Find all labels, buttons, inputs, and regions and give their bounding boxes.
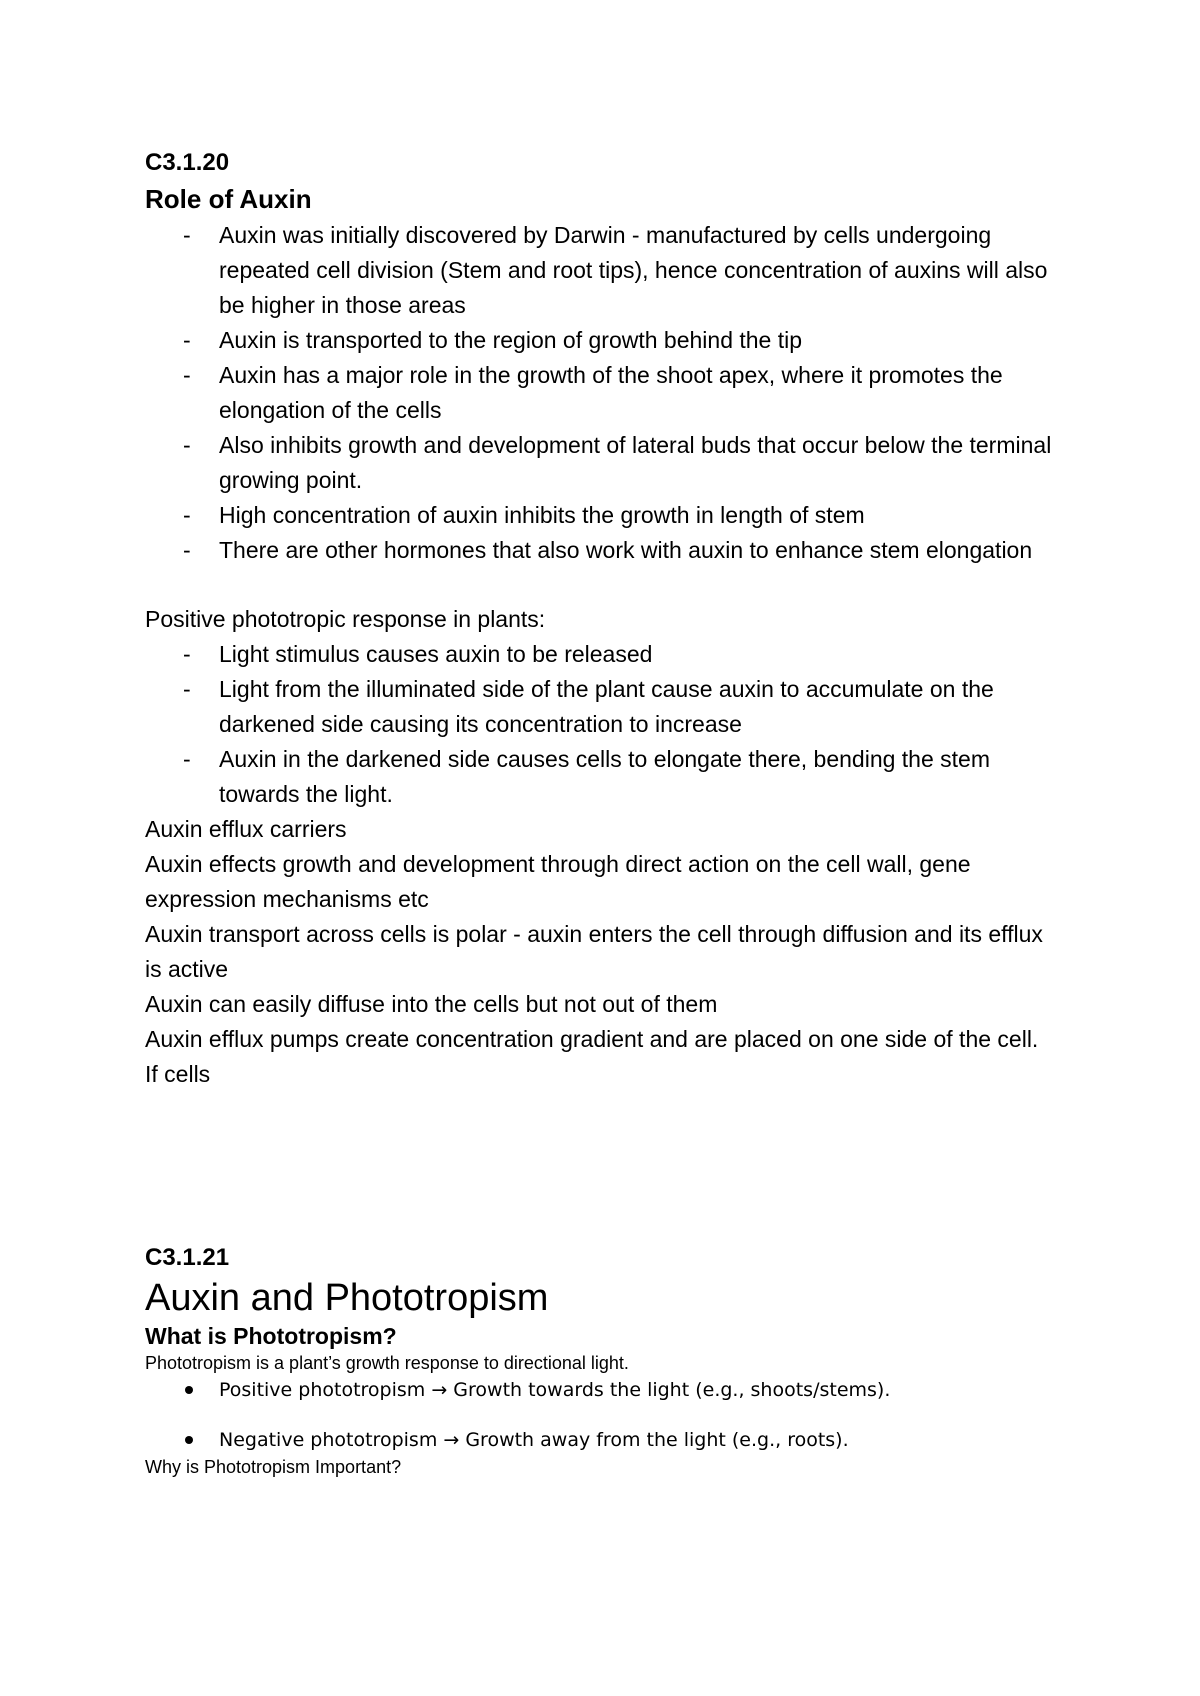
spacer — [145, 1092, 1065, 1240]
section-code-c3-1-20: C3.1.20 — [145, 149, 230, 176]
list-item: - Auxin in the darkened side causes cells to elongate there, bending the stem towards the light. — [145, 742, 1065, 812]
paragraph-line: Auxin can easily diffuse into the cells but not out of them — [145, 991, 718, 1017]
dash-marker: - — [183, 537, 191, 563]
paragraph-line: Auxin efflux pumps create concentration gradient and are placed on one side of the cell. — [145, 1026, 1039, 1052]
spacer — [145, 568, 1065, 602]
dash-marker: - — [183, 327, 191, 353]
list-item: Positive phototropism → Growth towards the light (e.g., shoots/stems). — [145, 1375, 1065, 1405]
paragraph-line: Auxin transport across cells is polar - auxin enters the cell through diffusion and its efflux is active — [145, 921, 1043, 982]
dash-marker: - — [183, 676, 191, 702]
dash-marker: - — [183, 502, 191, 528]
question-why-phototropism-important: Why is Phototropism Important? — [145, 1457, 402, 1477]
document-page — [145, 145, 1065, 1479]
dash-marker: - — [183, 222, 191, 248]
phototropism-definition: Phototropism is a plant’s growth response to directional light. — [145, 1353, 629, 1373]
list-item: - High concentration of auxin inhibits the growth in length of stem — [145, 498, 1065, 533]
bullet-dot-icon — [185, 1386, 193, 1394]
section-title-auxin-and-phototropism: Auxin and Phototropism — [145, 1277, 549, 1319]
list-item: - There are other hormones that also work with auxin to enhance stem elongation — [145, 533, 1065, 568]
list-item: - Auxin was initially discovered by Darwin - manufactured by cells undergoing repeated cell division (Stem and root tips), hence concentration of auxins will also be higher in those areas — [145, 218, 1065, 323]
list-item: Negative phototropism → Growth away from the light (e.g., roots). — [145, 1425, 1065, 1455]
phototropic-response-heading: Positive phototropic response in plants: — [145, 606, 546, 632]
spacer — [145, 1405, 1065, 1425]
list-item: - Light from the illuminated side of the plant cause auxin to accumulate on the darkened side causing its concentration to increase — [145, 672, 1065, 742]
list-item: - Also inhibits growth and development of lateral buds that occur below the terminal growing point. — [145, 428, 1065, 498]
list-item: - Auxin is transported to the region of growth behind the tip — [145, 323, 1065, 358]
list-item: - Auxin has a major role in the growth of the shoot apex, where it promotes the elongation of the cells — [145, 358, 1065, 428]
section-code-c3-1-21: C3.1.21 — [145, 1244, 230, 1271]
paragraph-line: If cells — [145, 1061, 211, 1087]
list-item: - Light stimulus causes auxin to be released — [145, 637, 1065, 672]
paragraph-line: Auxin efflux carriers — [145, 816, 347, 842]
dash-marker: - — [183, 432, 191, 458]
role-of-auxin-list — [145, 218, 1065, 568]
section-heading-role-of-auxin: Role of Auxin — [145, 184, 312, 214]
dash-marker: - — [183, 362, 191, 388]
dash-marker: - — [183, 641, 191, 667]
phototropism-types-list — [145, 1375, 1065, 1455]
bullet-dot-icon — [185, 1436, 193, 1444]
dash-marker: - — [183, 746, 191, 772]
phototropic-response-list — [145, 637, 1065, 812]
subheading-what-is-phototropism: What is Phototropism? — [145, 1323, 397, 1349]
paragraph-line: Auxin effects growth and development through direct action on the cell wall, gene expression mechanisms etc — [145, 851, 971, 912]
